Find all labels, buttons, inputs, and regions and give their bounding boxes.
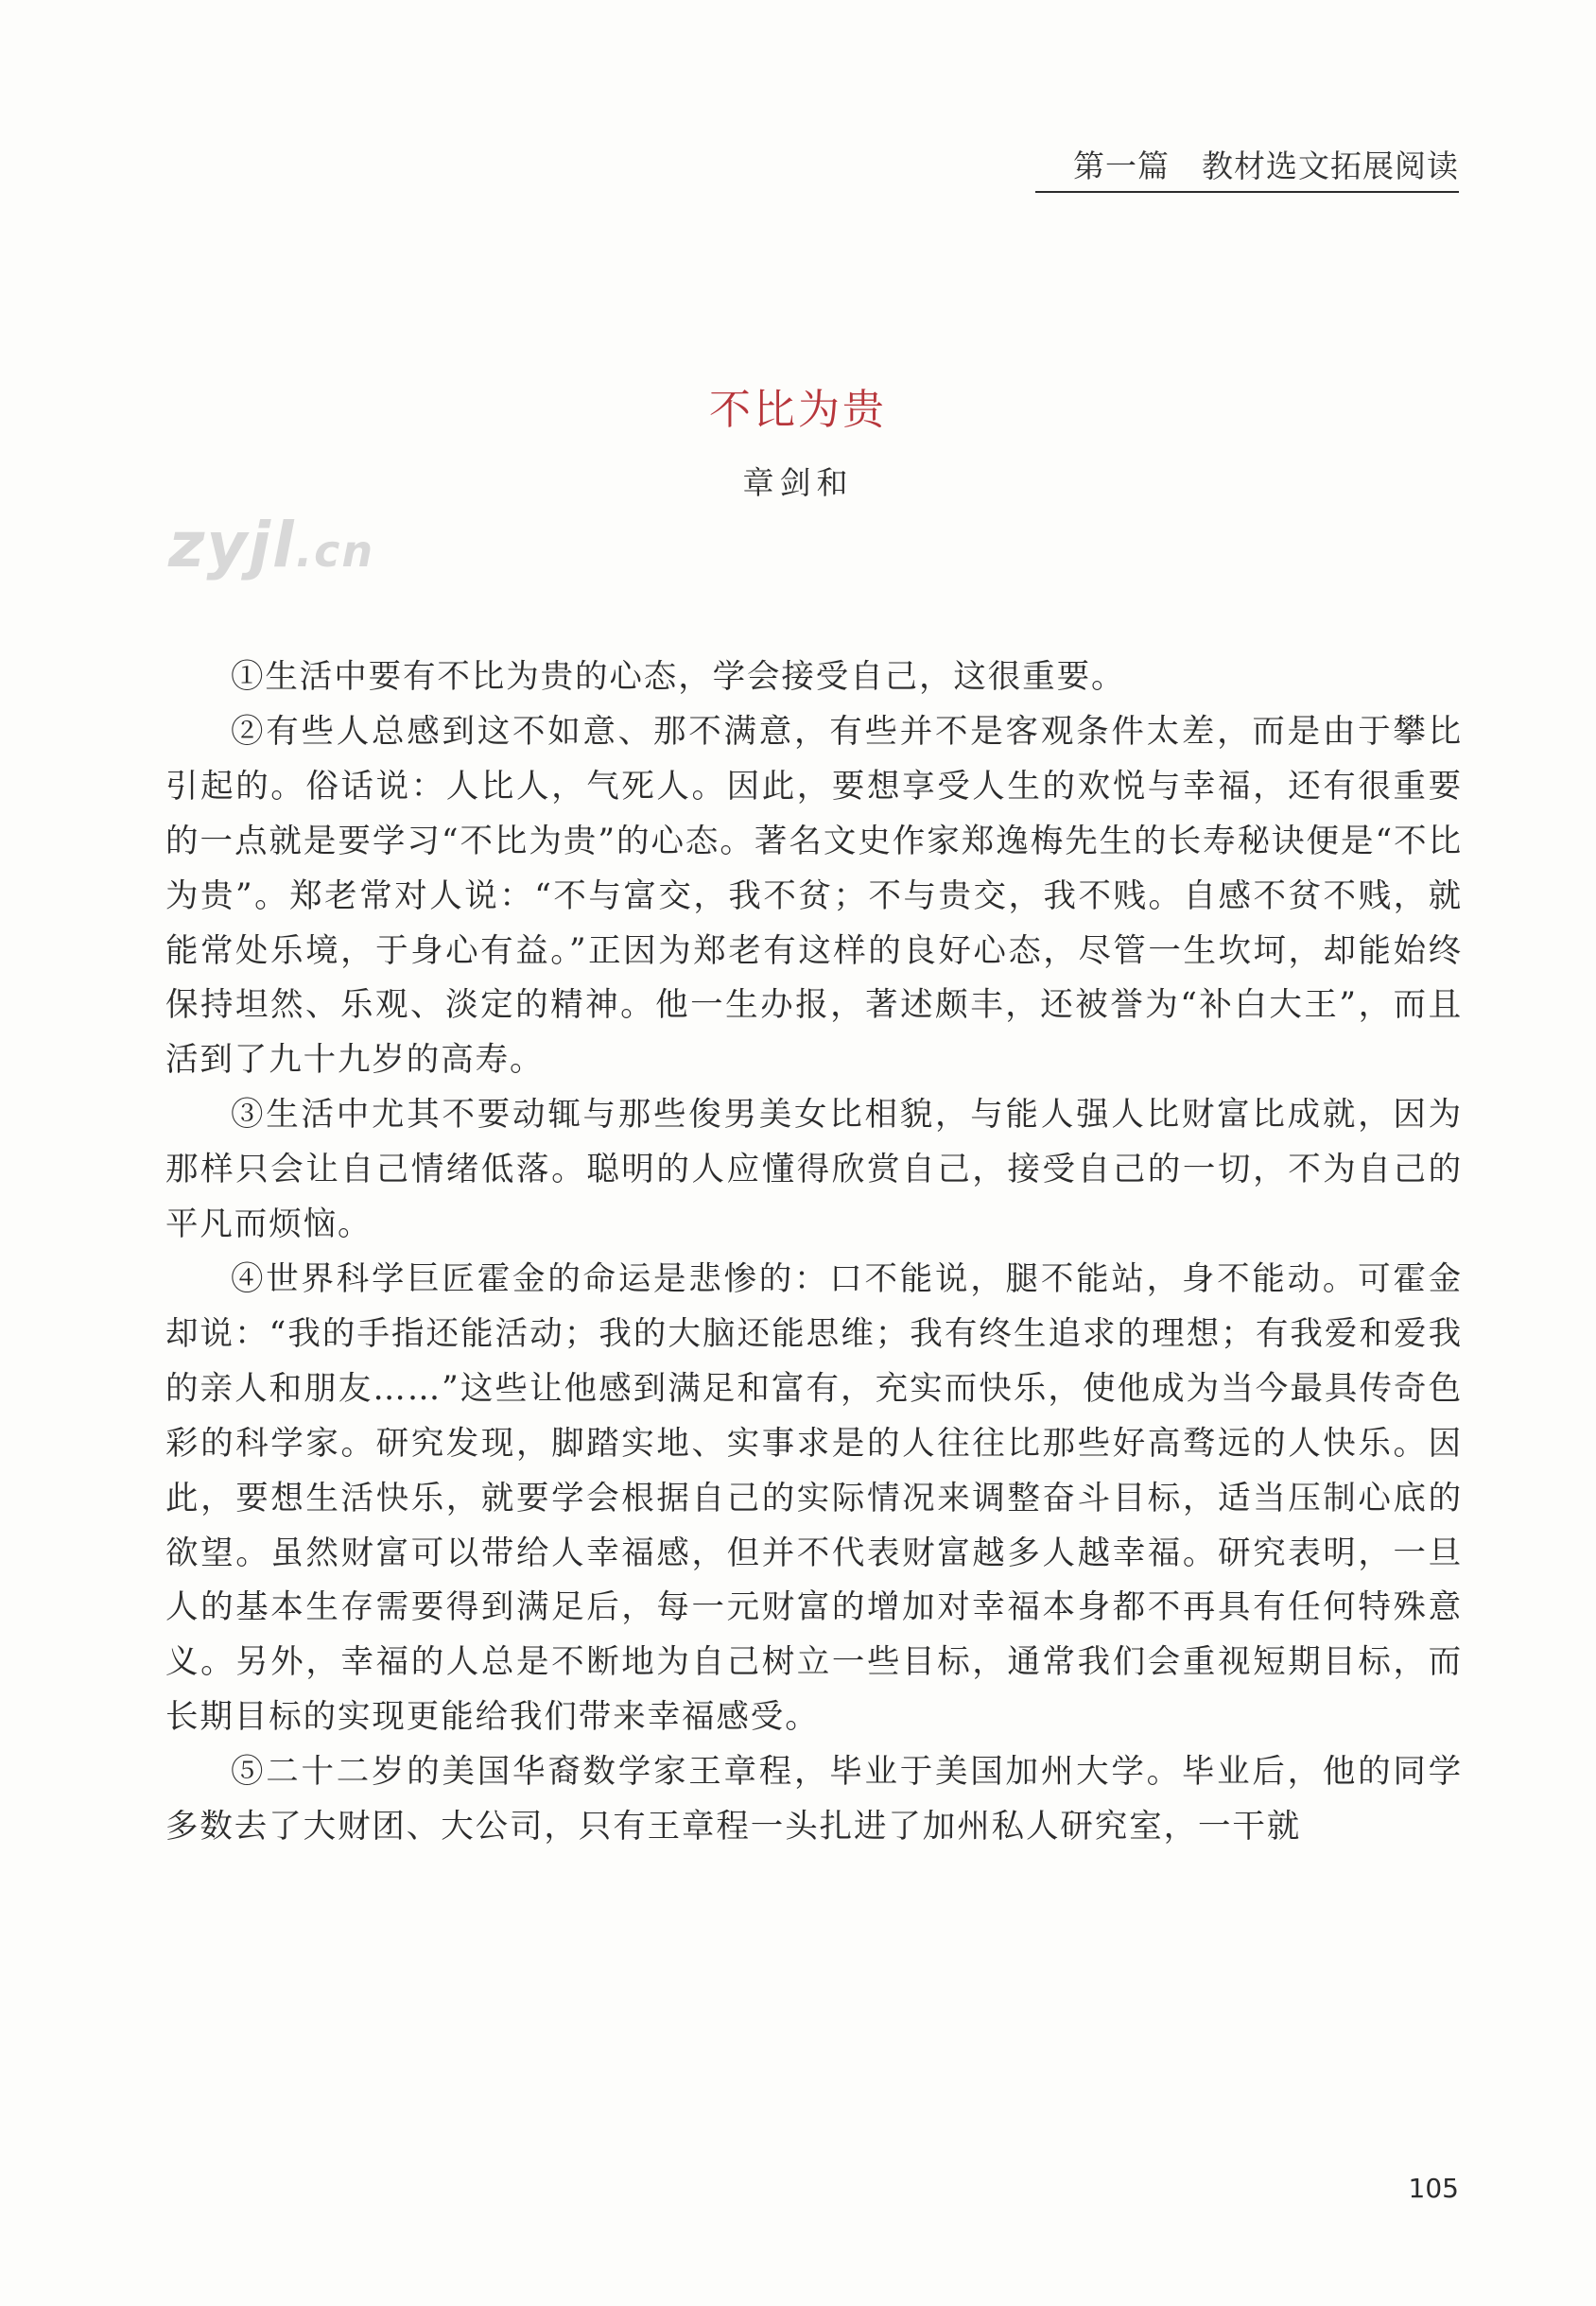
running-header [1073, 142, 1459, 186]
paragraph-4: ④世界科学巨匠霍金的命运是悲惨的：口不能说，腿不能站，身不能动。可霍金却说：“我的手指还能活动；我的大脑还能思维；我有终生追求的理想；有我爱和爱我的亲人和朋友……”这些让他感到满足和富有，充实而快乐，使他成为当今最具传奇色彩的科学家。研究发现，脚踏实地、实事求是的人往往比那些好高骛远的人快乐。因此，要想生活快乐，就要学会根据自己的实际情况来调整奋斗目标，适当压制心底的欲望。虽然财富可以带给人幸福感，但并不代表财富越多人越幸福。研究表明，一旦人的基本生存需要得到满足后，每一元财富的增加对幸福本身都不再具有任何特殊意义。另外，幸福的人总是不断地为自己树立一些目标，通常我们会重视短期目标，而长期目标的实现更能给我们带来幸福感受。 [165, 1259, 1463, 1737]
watermark-main: zyjl [168, 509, 296, 581]
article-body [165, 650, 1463, 1855]
page-number: 105 [1408, 2173, 1459, 2204]
paragraph-1: ①生活中要有不比为贵的心态，学会接受自己，这很重要。 [231, 658, 1126, 696]
paragraph-5: ⑤二十二岁的美国华裔数学家王章程，毕业于美国加州大学。毕业后，他的同学多数去了大财团、大公司，只有王章程一头扎进了加州私人研究室，一干就 [165, 1753, 1463, 1847]
running-header-section: 教材选文拓展阅读 [1202, 147, 1459, 184]
article-title: 不比为贵 [709, 386, 887, 434]
paragraph-3: ③生活中尤其不要动辄与那些俊男美女比相貌，与能人强人比财富比成就，因为那样只会让自己情绪低落。聪明的人应懂得欣赏自己，接受自己的一切，不为自己的平凡而烦恼。 [165, 1096, 1463, 1244]
header-rule [1035, 191, 1459, 193]
watermark [168, 509, 374, 581]
paragraph-2: ②有些人总感到这不如意、那不满意，有些并不是客观条件太差，而是由于攀比引起的。俗话说：人比人，气死人。因此，要想享受人生的欢悦与幸福，还有很重要的一点就是要学习“不比为贵”的心态。著名文史作家郑逸梅先生的长寿秘诀便是“不比为贵”。郑老常对人说：“不与富交，我不贫；不与贵交，我不贱。自感不贫不贱，就能常处乐境，于身心有益。”正因为郑老有这样的良好心态，尽管一生坎坷，却能始终保持坦然、乐观、淡定的精神。他一生办报，著述颇丰，还被誉为“补白大王”，而且活到了九十九岁的高寿。 [165, 712, 1463, 1080]
article-author: 章剑和 [742, 464, 854, 501]
running-header-part: 第一篇 [1073, 147, 1170, 184]
watermark-suffix: .cn [295, 526, 375, 577]
